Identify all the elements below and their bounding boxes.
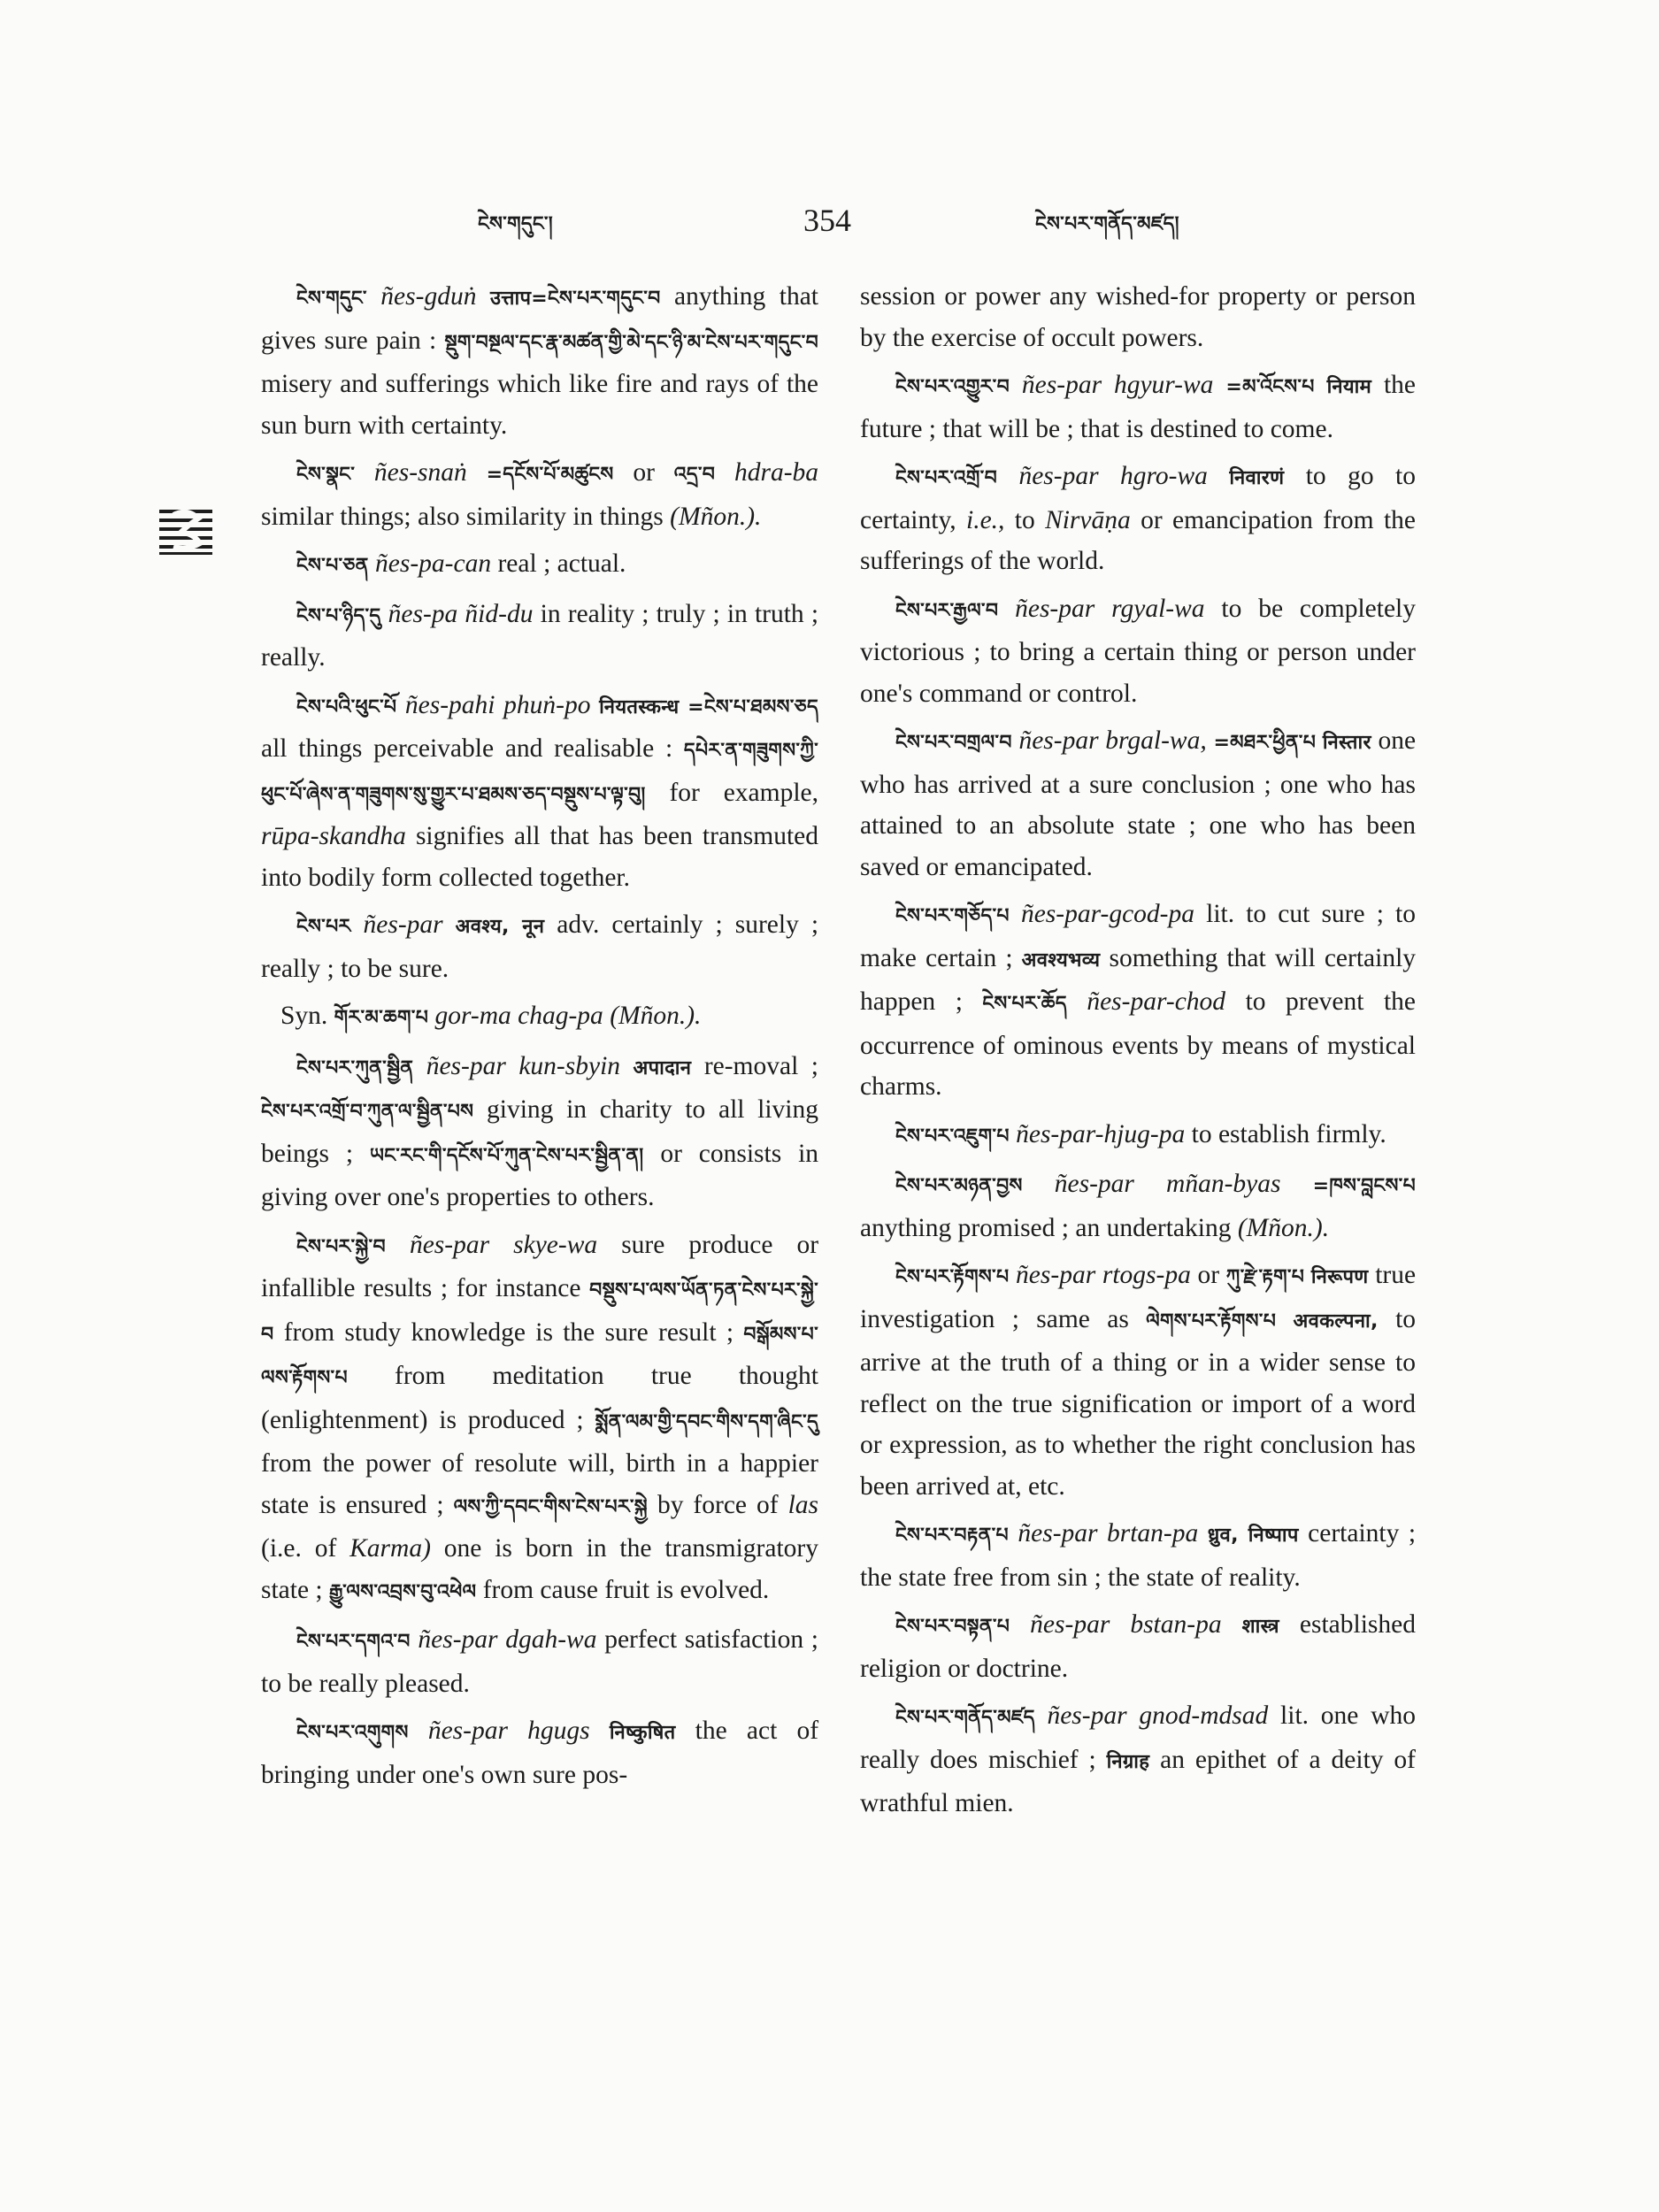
entry-nes-par-hjug-pa: ངེས་པར་འཇུག་པ ñes-par-hjug-pa to establish firmly.: [895, 1119, 1386, 1148]
page-number: 354: [803, 203, 851, 238]
entry-nes-par-hgyur-wa: ངེས་པར་འགྱུར་བ ñes-par hgyur-wa =མ་འོངས་པ नियाम the future ; that will be ; that is destined to come.: [860, 371, 1417, 443]
entry-nes-par-gnod-mdsad: ངེས་པར་གནོད་མཛད ñes-par gnod-mdsad lit. one who really does mischief ; निग्राह an epithet of a deity of wrathful mien.: [860, 1701, 1417, 1817]
entry-nes-par-rgyal-wa: ངེས་པར་རྒྱལ་བ ñes-par rgyal-wa to be completely victorious ; to bring a certain thing or person under one's command or control.: [860, 594, 1416, 708]
entry-nes-pahi-phun-po: ངེས་པའི་ཕུང་པོ ñes-pahi phuṅ-po नियतस्कन्ध =ངེས་པ་ཐམས་ཅད all things perceivable and realisable : དཔེར་ན་གཟུགས་ཀྱི་ཕུང་པོ་ཞེས་ན་གཟུགས་སུ་གྱུར་པ་ཐམས་ཅད་བསྡུས་པ་ལྟ་བུ། for example, rūpa-skandha signifies all that has been transmuted into bodily form collected together.: [261, 690, 819, 892]
entry-nes-par-dgah-wa: ངེས་པར་དགའ་བ ñes-par dgah-wa perfect satisfaction ; to be really pleased.: [261, 1625, 819, 1698]
entry-nes-par-skye-wa: ངེས་པར་སྐྱེ་བ ñes-par skye-wa sure produce or infallible results ; for instance བསྡུས་པ་ལས་ཡོན་ཏན་ངེས་པར་སྐྱེ་བ from study knowledge is the sure result ; བསྒོམས་པ་ལས་རྟོགས་པ from meditation true thought (enlightenment) is produced ; སྨོན་ལམ་གྱི་དབང་གིས་དག་ཞིང་དུ from the power of resolute will, birth in a happier state is ensured ; ལས་ཀྱི་དབང་གིས་ངེས་པར་སྐྱེ by force of las (i.e. of Karma) one is born in the transmigratory state ; རྒྱུ་ལས་འབྲས་བུ་འཕེལ from cause fruit is evolved.: [261, 1230, 819, 1604]
entry-nes-par-bstan-pa: ངེས་པར་བསྟན་པ ñes-par bstan-pa शास्त्र established religion or doctrine.: [860, 1610, 1416, 1683]
page-header: [0, 202, 1659, 255]
entry-nes-par: ངེས་པར ñes-par अवश्य, नून adv. certainly ; surely ; really ; to be sure.: [261, 910, 819, 983]
entry-nes-par-brtan-pa: ངེས་པར་བརྟན་པ ñes-par brtan-pa ध्रुव, निष्पाप certainty ; the state free from sin ; the state of reality.: [860, 1519, 1417, 1592]
entry-nes-par-kun-sbyin: ངེས་པར་ཀུན་སྦྱིན ñes-par kun-sbyin अपादान re-moval ; ངེས་པར་འགྲོ་བ་ཀུན་ལ་སྦྱིན་པས giving in charity to all living beings ; ཡང་རང་གི་དངོས་པོ་ཀུན་ངེས་པར་སྦྱིན་ན། or consists in giving over one's properties to others.: [261, 1051, 819, 1211]
entry-nes-par-mnan-byas: ངེས་པར་མཉན་བྱས ñes-par mñan-byas =ཁས་བླངས་པ anything promised ; an undertaking (Mñon.).: [860, 1170, 1416, 1242]
entry-nes-par-hgugs: ངེས་པར་འགུགས ñes-par hgugs निष्कुषित the act of bringing under one's own sure pos-: [261, 1717, 819, 1789]
entry-nes-pa-can: ངེས་པ་ཅན ñes-pa-can real ; actual.: [296, 549, 626, 578]
entry-nes-par-gcod-pa: ངེས་པར་གཅོད་པ ñes-par-gcod-pa lit. to cut sure ; to make certain ; अवश्यभव्य something that will certainly happen ; ངེས་པར་ཆོད ñes-par-chod to prevent the occurrence of ominous events by means of mystical charms.: [860, 900, 1417, 1101]
entry-nes-par-hgro-wa: ངེས་པར་འགྲོ་བ ñes-par hgro-wa निवारणं to go to certainty, i.e., to Nirvāṇa or emancipation from the sufferings of the world.: [860, 462, 1416, 575]
header-left-guide-word: ངེས་གདུང་།: [478, 213, 553, 235]
right-column: [860, 276, 1416, 1831]
left-column: [261, 276, 818, 1801]
entry-continuation: session or power any wished-for property or person by the exercise of occult powers.: [860, 282, 1416, 352]
entry-nes-par-brgal-wa: ངེས་པར་བགྲལ་བ ñes-par brgal-wa, =མཐར་ཕྱིན་པ निस्तार one who has arrived at a sure conclusion ; one who has attained to an absolute state ; one who has been saved or emancipated.: [860, 726, 1417, 881]
margin-glyph-icon: [157, 506, 214, 557]
entry-nes-par-rtogs-pa: ངེས་པར་རྟོགས་པ ñes-par rtogs-pa or ཀུ་རྫེ་རྟག་པ निरूपण true investigation ; same as ལེགས་པར་རྟོགས་པ अवकल्पना, to arrive at the truth of a thing or in a wider sense to reflect on the true signification or import of a word or expression, as to whether the right conclusion has been arrived at, etc.: [860, 1261, 1417, 1501]
synonym-gor-ma-chag-pa: Syn. གོར་མ་ཆག་པ gor-ma chag-pa (Mñon.).: [280, 1002, 702, 1030]
header-right-guide-word: ངེས་པར་གནོད་མཛད།: [1035, 213, 1179, 235]
entry-nes-pa-nid-du: ངེས་པ་ཉིད་དུ ñes-pa ñid-du in reality ; truly ; in truth ; really.: [261, 599, 819, 672]
entry-nes-gdun: ངེས་གདུང་ ñes-gduṅ उत्ताप=ངེས་པར་གདུང་བ anything that gives sure pain : སྡུག་བསྔལ་དང་རྣ་མཚན་གྱི་མེ་དང་ཉི་མ་ངེས་པར་གདུང་བ misery and sufferings which like fire and rays of the sun burn with certainty.: [261, 282, 819, 440]
entry-nes-snan: ངེས་སྣང་ ñes-snaṅ =དངོས་པོ་མཚུངས or འདྲ་བ hdra-ba similar things; also similarity in things (Mñon.).: [261, 458, 819, 531]
